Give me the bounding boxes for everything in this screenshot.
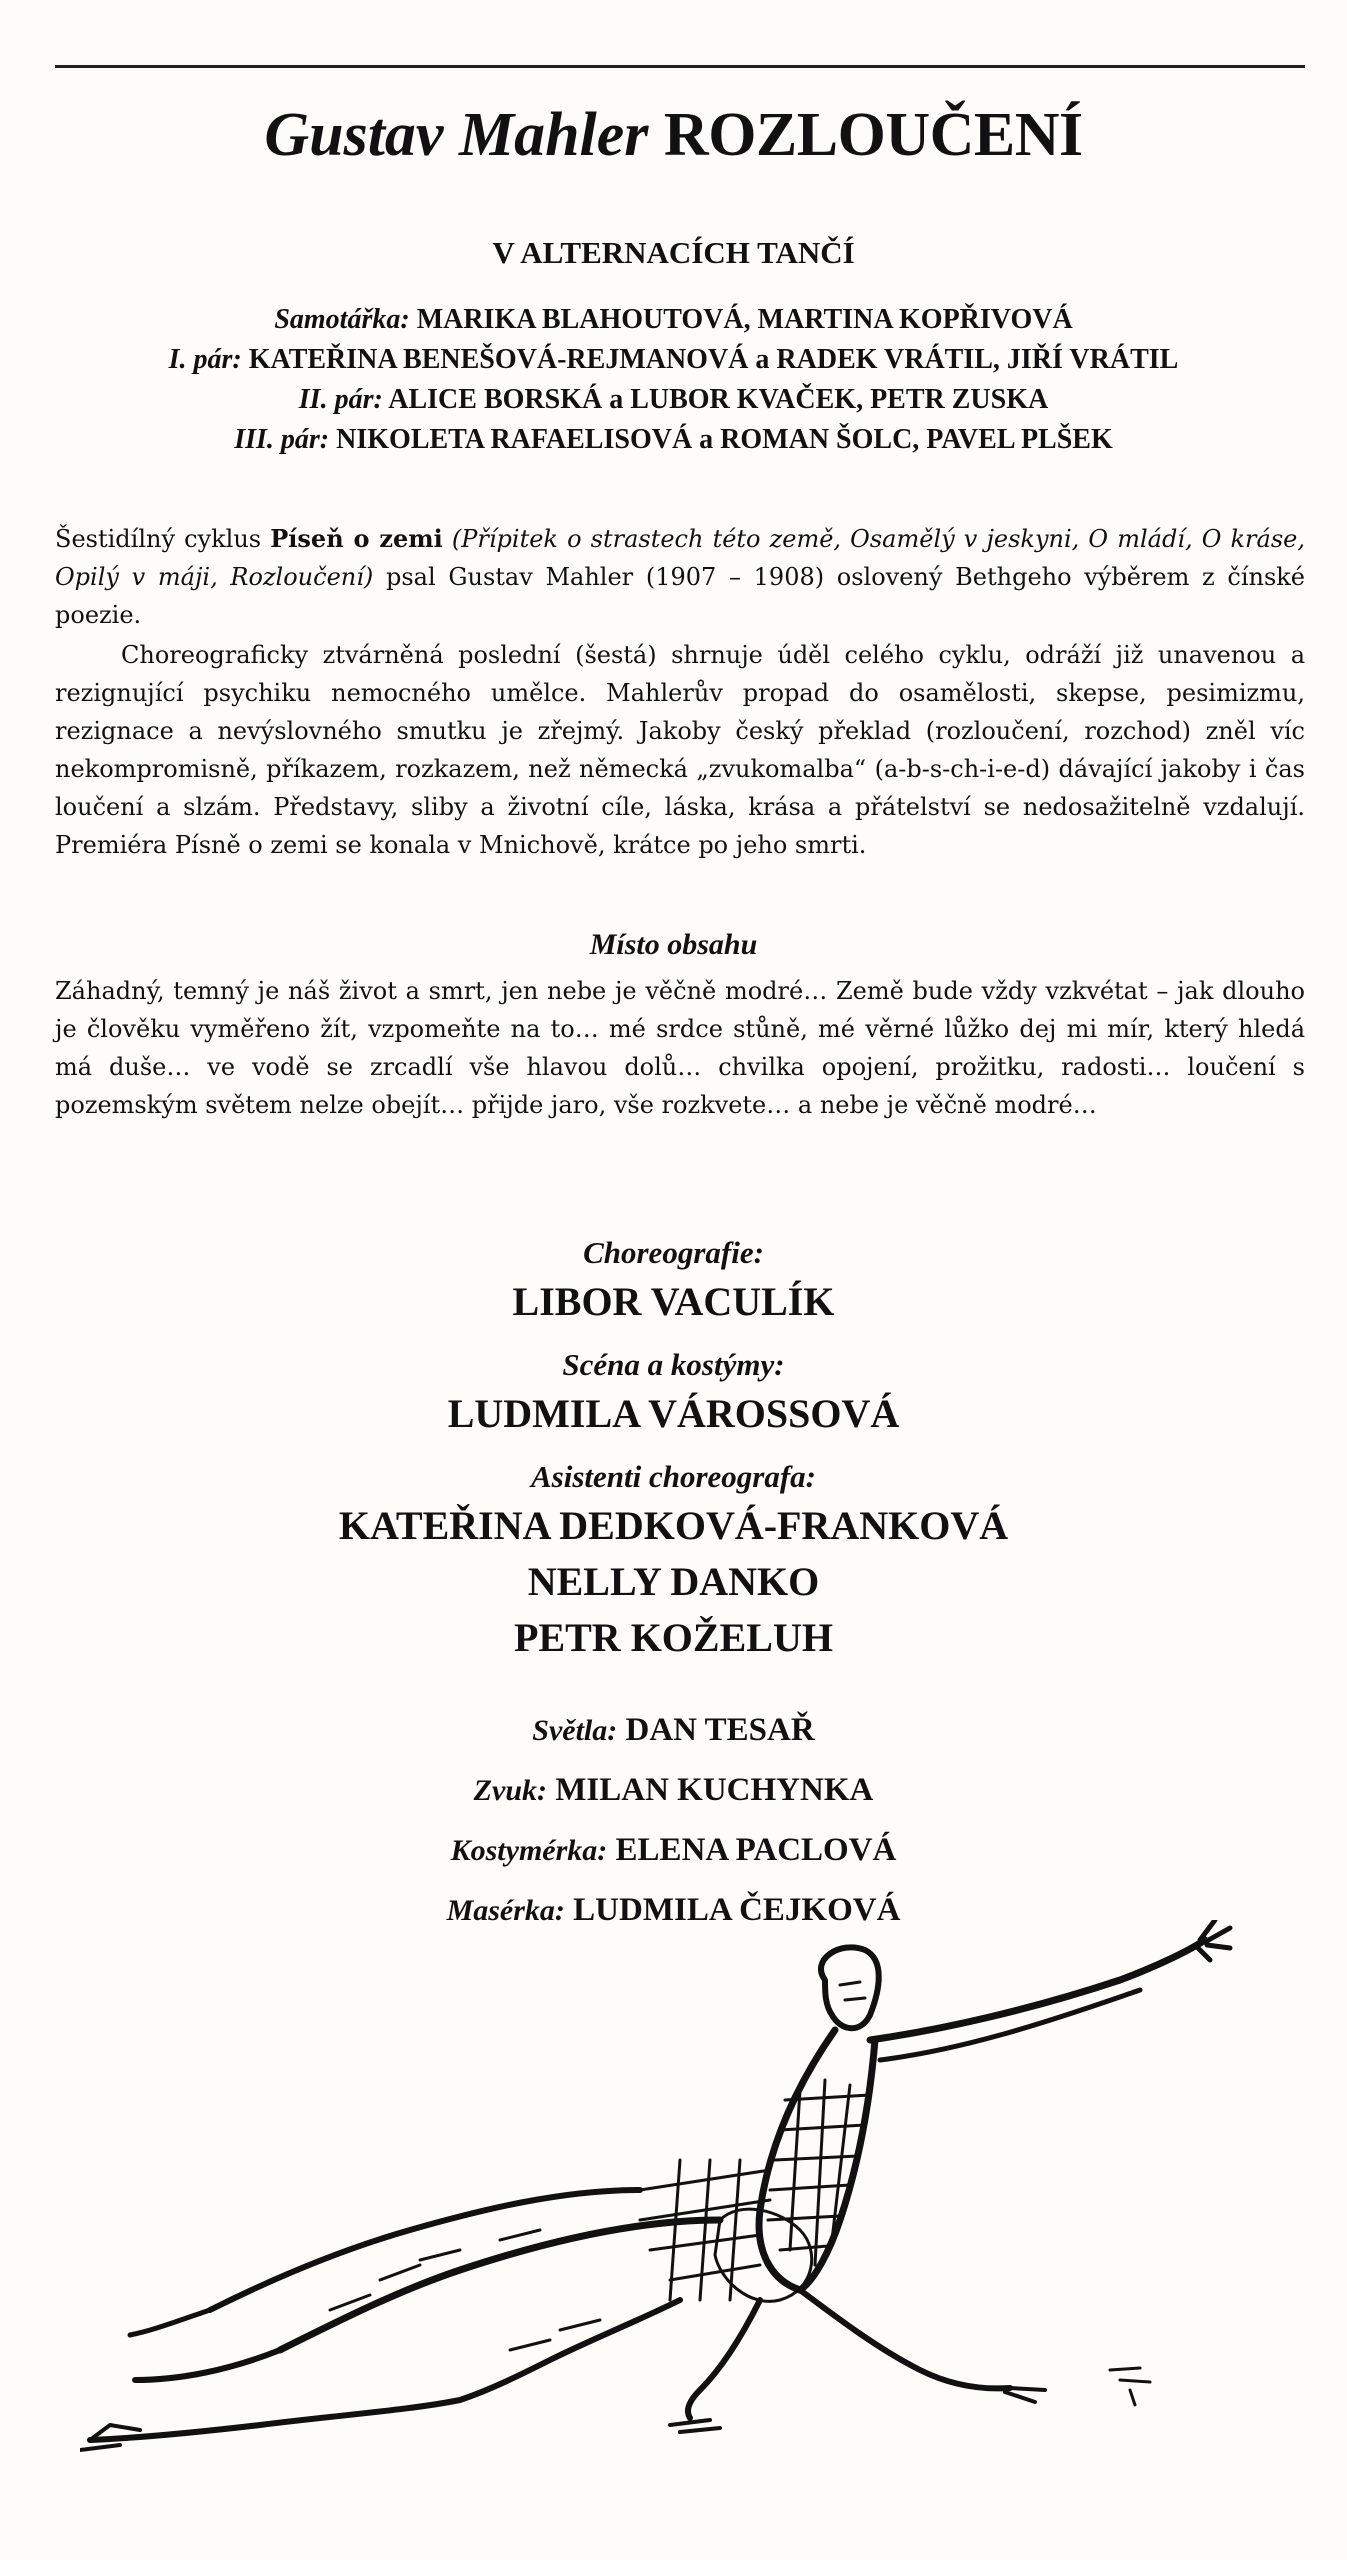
cast-row xyxy=(0,380,1347,420)
credit-role: Scéna a kostýmy: xyxy=(562,1347,785,1382)
staff-row xyxy=(0,1700,1347,1760)
staff-role: Zvuk: xyxy=(473,1774,547,1807)
cast-list xyxy=(0,300,1347,460)
cast-row xyxy=(0,340,1347,380)
credit-role: Asistenti choreografa: xyxy=(530,1459,817,1494)
intro-paragraph xyxy=(55,520,1305,634)
staff-role: Kostymérka: xyxy=(450,1834,608,1867)
cast-role: I. pár: xyxy=(168,344,242,375)
movement-list: (Přípitek o strastech této země, Osamělý v jeskyni, O mládí, O kráse, Opilý v máji, Rozloučení) xyxy=(55,525,1305,591)
staff-name: ELENA PACLOVÁ xyxy=(615,1832,897,1868)
credit-name: KATEŘINA DEDKOVÁ-FRANKOVÁ xyxy=(338,1503,1009,1548)
credit-name: LIBOR VACULÍK xyxy=(512,1279,835,1324)
content-heading: Místo obsahu xyxy=(589,928,758,961)
title-composer: Gustav Mahler xyxy=(264,101,649,169)
content-paragraph: Záhadný, temný je náš život a smrt, jen nebe je věčně modré… Země bude vždy vzkvétat – jak dlouho je člověku vyměřeno žít, vzpomeňte na to… mé srdce stůně, mé věrné lůžko dej mi mír, který hledá má duše… ve vodě se zrcadlí vše hlavou dolů… chvilka opojení, prožitku, radosti… loučení s pozemským světem nelze obejít… přijde jaro, vše rozkvete… a nebe je věčně modré… xyxy=(55,977,1305,1119)
cast-role: Samotářka: xyxy=(274,304,410,335)
credits-block xyxy=(0,1232,1347,1940)
dancer-sketch-icon xyxy=(80,1920,1280,2480)
staff-role: Masérka: xyxy=(446,1894,565,1927)
work-title: Píseň o zemi xyxy=(270,524,443,553)
credit-role: Choreografie: xyxy=(583,1235,764,1270)
title-work: ROZLOUČENÍ xyxy=(663,101,1083,169)
staff-name: LUDMILA ČEJKOVÁ xyxy=(573,1892,901,1928)
page-title xyxy=(0,95,1347,175)
cast-row xyxy=(0,300,1347,340)
credit-name: NELLY DANKO xyxy=(527,1559,820,1604)
intro-text: Šestidílný cyklus xyxy=(55,525,271,553)
intro-text-end: psal Gustav Mahler (1907 – 1908) oslovený Bethgeho výběrem z čínské poezie. xyxy=(55,563,1306,629)
alternations-heading: V ALTERNACÍCH TANČÍ xyxy=(492,235,855,270)
staff-row xyxy=(0,1760,1347,1820)
staff-row xyxy=(0,1820,1347,1880)
cast-names: NIKOLETA RAFAELISOVÁ a ROMAN ŠOLC, PAVEL PLŠEK xyxy=(336,424,1113,455)
credit-name: LUDMILA VÁROSSOVÁ xyxy=(447,1391,900,1436)
credit-name: PETR KOŽELUH xyxy=(514,1615,833,1660)
cast-role: III. pár: xyxy=(234,424,330,455)
cast-names: KATEŘINA BENEŠOVÁ-REJMANOVÁ a RADEK VRÁTIL, JIŘÍ VRÁTIL xyxy=(248,344,1179,375)
staff-name: MILAN KUCHYNKA xyxy=(555,1772,874,1808)
cast-role: II. pár: xyxy=(298,384,383,415)
dancer-sketch xyxy=(80,1920,1280,2480)
top-rule xyxy=(55,65,1305,68)
cast-names: MARIKA BLAHOUTOVÁ, MARTINA KOPŘIVOVÁ xyxy=(416,304,1073,335)
description-paragraph: Choreograficky ztvárněná poslední (šestá) shrnuje úděl celého cyklu, odráží již unavenou a rezignující psychiku nemocného umělce. Mahlerův propad do osamělosti, skepse, pesimizmu, rezignace a nevýslovného smutku je zřejmý. Jakoby český překlad (rozloučení, rozchod) zněl víc nekompromisně, příkazem, rozkazem, než německá „zvukomalba“ (a-b-s-ch-i-e-d) dávající jakoby i čas loučení a slzám. Představy, sliby a životní cíle, láska, krása a přátelství se nedosažitelně vzdalují. Premiéra Písně o zemi se konala v Mnichově, krátce po jeho smrti. xyxy=(55,641,1305,859)
cast-row xyxy=(0,420,1347,460)
staff-name: DAN TESAŘ xyxy=(625,1712,815,1748)
cast-names: ALICE BORSKÁ a LUBOR KVAČEK, PETR ZUSKA xyxy=(388,384,1049,415)
staff-role: Světla: xyxy=(532,1714,618,1747)
